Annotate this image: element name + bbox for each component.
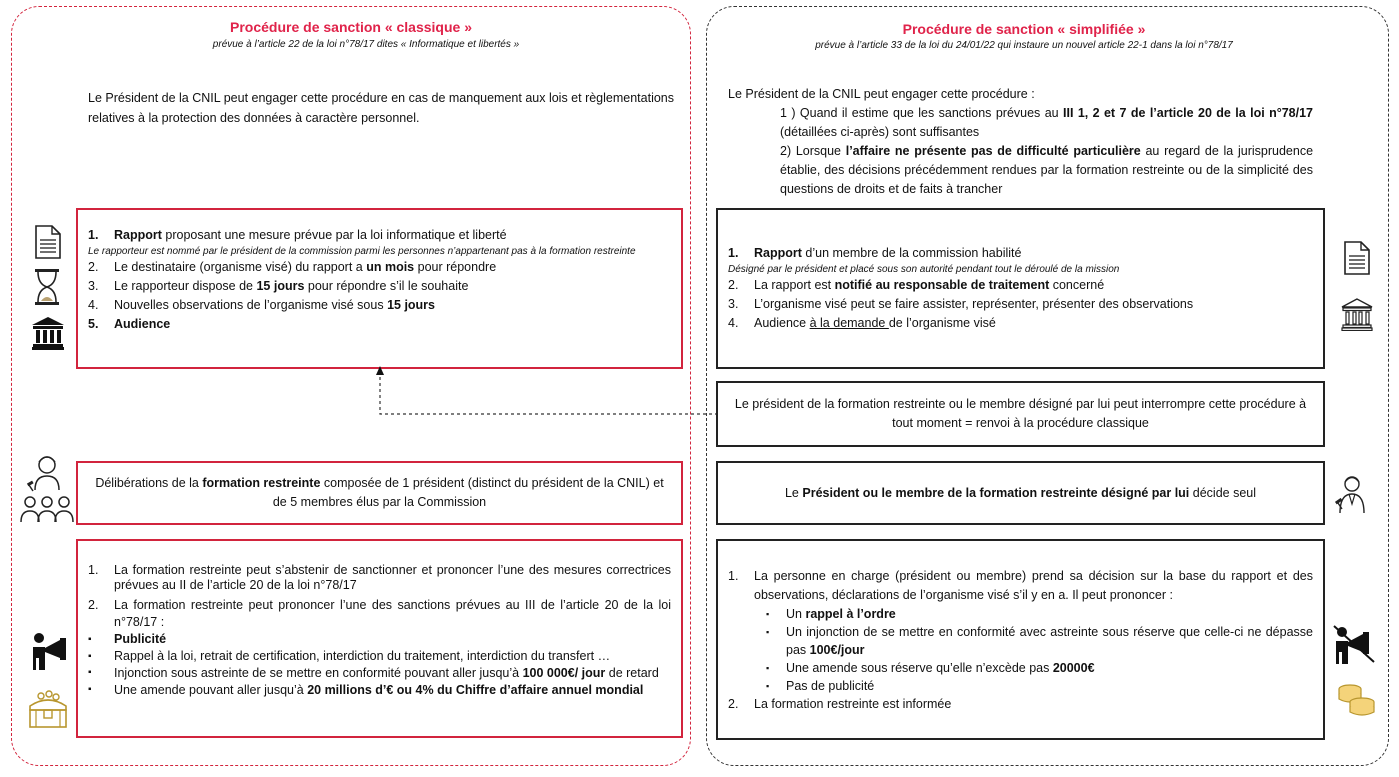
simplified-outcome-2 [728, 695, 1313, 714]
megaphone-person-icon [30, 630, 70, 670]
interrupt-text: Le président de la formation restreinte ou le membre désigné par lui peut interrompre cette procédure à tout moment = renvoi à la procédure classique [734, 397, 1307, 430]
step-text: La rapport est [754, 278, 835, 292]
step-bold: Rapport [754, 246, 802, 260]
classic-outcome-1 [88, 563, 671, 593]
sanction-injunction [88, 665, 671, 681]
bullet: ▪ [766, 627, 770, 637]
document-icon [34, 224, 62, 260]
classic-deliberation-box [76, 461, 683, 525]
simplified-sanction-fine: ▪ Une amende sous réserve qu’elle n’excède pas 20000€ [766, 661, 1095, 675]
bullet: ▪ [766, 681, 770, 691]
outcome-text: La formation restreinte est informée [754, 697, 952, 711]
document-icon [1343, 240, 1371, 276]
simplified-decision-box [716, 461, 1325, 525]
simplified-sanction-injunction: ▪ Un injonction de se mettre en conformité avec astreinte sous réserve que celle-ci ne dépasse pas 100€/jour [766, 625, 1313, 657]
sanction-bold: 20 millions d’€ ou 4% du Chiffre d’affaire annuel mondial [307, 683, 644, 697]
step-bold: Rapport [114, 228, 162, 242]
step-number: 2. [88, 598, 99, 612]
step-number: 4. [88, 298, 99, 312]
step-underline: à la demande [809, 316, 889, 330]
step-number: 1. [728, 246, 739, 260]
simplified-procedure-title: Procédure de sanction « simplifiée » [902, 21, 1146, 37]
hourglass-icon [33, 268, 61, 306]
bullet: ▪ [88, 667, 92, 678]
step-number: 2. [728, 278, 739, 292]
simplified-intro-text [728, 85, 1313, 199]
simplified-sanctions-box [716, 539, 1325, 740]
bullet: ▪ [88, 651, 92, 662]
classic-procedure-subtitle: prévue à l’article 22 de la loi n°78/17 dites « Informatique et libertés » [212, 39, 520, 50]
sanction-text: de retard [605, 666, 659, 680]
step-bold: un mois [366, 260, 415, 274]
outcome-text: La formation restreinte peut prononcer l’une des sanctions prévues au III de l’article 20 de la loi n°78/17 : [114, 598, 671, 629]
classic-outcome-2 [88, 597, 671, 631]
bullet: ▪ [88, 684, 92, 695]
simplified-outcome-1 [728, 567, 1313, 605]
step-number: 5. [88, 317, 99, 331]
classic-sanctions-box [76, 539, 683, 738]
step-bold: Audience [114, 317, 171, 331]
classic-step-1 [88, 226, 671, 245]
step-text: Audience [754, 316, 810, 330]
decision-text: Le Président ou le membre de la formation restreinte désigné par lui décide seul [784, 485, 1257, 500]
classic-step-2 [88, 258, 671, 277]
classic-steps-box [76, 208, 683, 369]
simplified-no-publicity: ▪ Pas de publicité [766, 679, 875, 693]
deliberation-text: Délibérations de la formation restreinte composée de 1 président (distinct du président de la CNIL) et de 5 membres élus par la Commission [95, 476, 664, 509]
step-number: 3. [88, 279, 99, 293]
sanction-fine [88, 681, 671, 699]
step-text: pour répondre s’il le souhaite [304, 279, 469, 293]
simplified-procedure-subtitle: prévue à l’article 33 de la loi du 24/01/22 qui instaure un nouvel article 22-1 dans la loi n°78/17 [815, 40, 1233, 51]
simplified-steps-box [716, 208, 1325, 369]
judge-panel-icon [18, 452, 76, 526]
simplified-step-2 [728, 276, 1313, 295]
classic-procedure-title: Procédure de sanction « classique » [230, 19, 472, 35]
step-text: Le rapporteur dispose de [114, 279, 257, 293]
bullet: ▪ [766, 663, 770, 673]
no-megaphone-icon [1332, 624, 1376, 664]
classic-step-3 [88, 277, 671, 296]
sanction-text: Rappel à la loi, retrait de certification, interdiction du traitement, interdiction du transfert … [114, 649, 611, 663]
step-number: 1. [728, 569, 739, 583]
step-text: d’un membre de la commission habilité [801, 246, 1022, 260]
treasure-chest-icon [27, 690, 69, 730]
step-text: proposant une mesure prévue par la loi informatique et liberté [161, 228, 507, 242]
simplified-sanction-reminder: ▪ Un rappel à l’ordre [766, 607, 896, 621]
sanction-bold: Publicité [114, 632, 167, 646]
classic-rapporteur-note: Le rapporteur est nommé par le président de la commission parmi les personnes n’appartenant pas à la formation restreinte [88, 246, 636, 257]
simplified-step-4 [728, 314, 1313, 333]
simplified-rapporteur-note: Désigné par le président et placé sous son autorité pendant tout le déroulé de la mission [728, 264, 1120, 275]
simplified-intro-condition-2: 2) Lorsque l’affaire ne présente pas de difficulté particulière au regard de la jurisprudence établie, des décisions précédemment rendues par la formation restreinte ou de la simplicité des questions de droits et de faits à trancher [780, 144, 1314, 196]
step-number: 1. [88, 563, 99, 577]
judge-icon [1334, 474, 1368, 514]
coins-icon [1336, 682, 1380, 718]
simplified-intro-condition-1: 1 ) Quand il estime que les sanctions prévues au III 1, 2 et 7 de l’article 20 de la loi n°78/17 (détaillées ci-après) sont suffisantes [780, 106, 1313, 139]
classic-step-5 [88, 315, 671, 334]
step-number: 2. [88, 260, 99, 274]
step-bold: 15 jours [256, 279, 305, 293]
simplified-intro-lead: Le Président de la CNIL peut engager cette procédure : [728, 87, 1035, 101]
step-bold: 15 jours [387, 298, 435, 312]
sanction-text: Une amende pouvant aller jusqu’à [114, 683, 308, 697]
step-text: de l’organisme visé [888, 316, 996, 330]
courthouse-outline-icon [1340, 297, 1374, 331]
renvoi-arrow [370, 360, 730, 420]
step-number: 3. [728, 297, 739, 311]
simplified-step-1 [728, 244, 1313, 263]
step-text: L’organisme visé peut se faire assister, représenter, présenter des observations [754, 297, 1194, 311]
simplified-step-3 [728, 295, 1313, 314]
step-text: concerné [1049, 278, 1105, 292]
classic-intro-text: Le Président de la CNIL peut engager cette procédure en cas de manquement aux lois et règlementations relatives à la protection des données à caractère personnel. [88, 91, 675, 125]
outcome-text: La personne en charge (président ou membre) prend sa décision sur la base du rapport et des observations, déclarations de l’organisme visé s’il y en a. Il peut prononcer : [754, 569, 1313, 602]
step-text: Le destinataire (organisme visé) du rapport a [114, 260, 367, 274]
sanction-text: Injonction sous astreinte de se mettre en conformité pouvant aller jusqu’à [114, 666, 523, 680]
interrupt-box [716, 381, 1325, 447]
step-text: Nouvelles observations de l’organisme visé sous [114, 298, 388, 312]
sanction-bold: 100 000€/ jour [522, 666, 606, 680]
classic-step-4 [88, 296, 671, 315]
step-bold: notifié au responsable de traitement [834, 278, 1050, 292]
outcome-text: La formation restreinte peut s’abstenir de sanctionner et prononcer l’une des mesures correctrices prévues au II de l’article 20 de la loi n°78/17 [114, 563, 671, 592]
step-number: 1. [88, 228, 99, 242]
step-text: pour répondre [414, 260, 497, 274]
step-number: 2. [728, 697, 739, 711]
sanction-reminder [88, 648, 671, 665]
sanction-publicity [88, 631, 671, 648]
step-number: 4. [728, 316, 739, 330]
bullet: ▪ [88, 634, 92, 645]
bullet: ▪ [766, 609, 770, 619]
courthouse-icon [31, 316, 65, 350]
